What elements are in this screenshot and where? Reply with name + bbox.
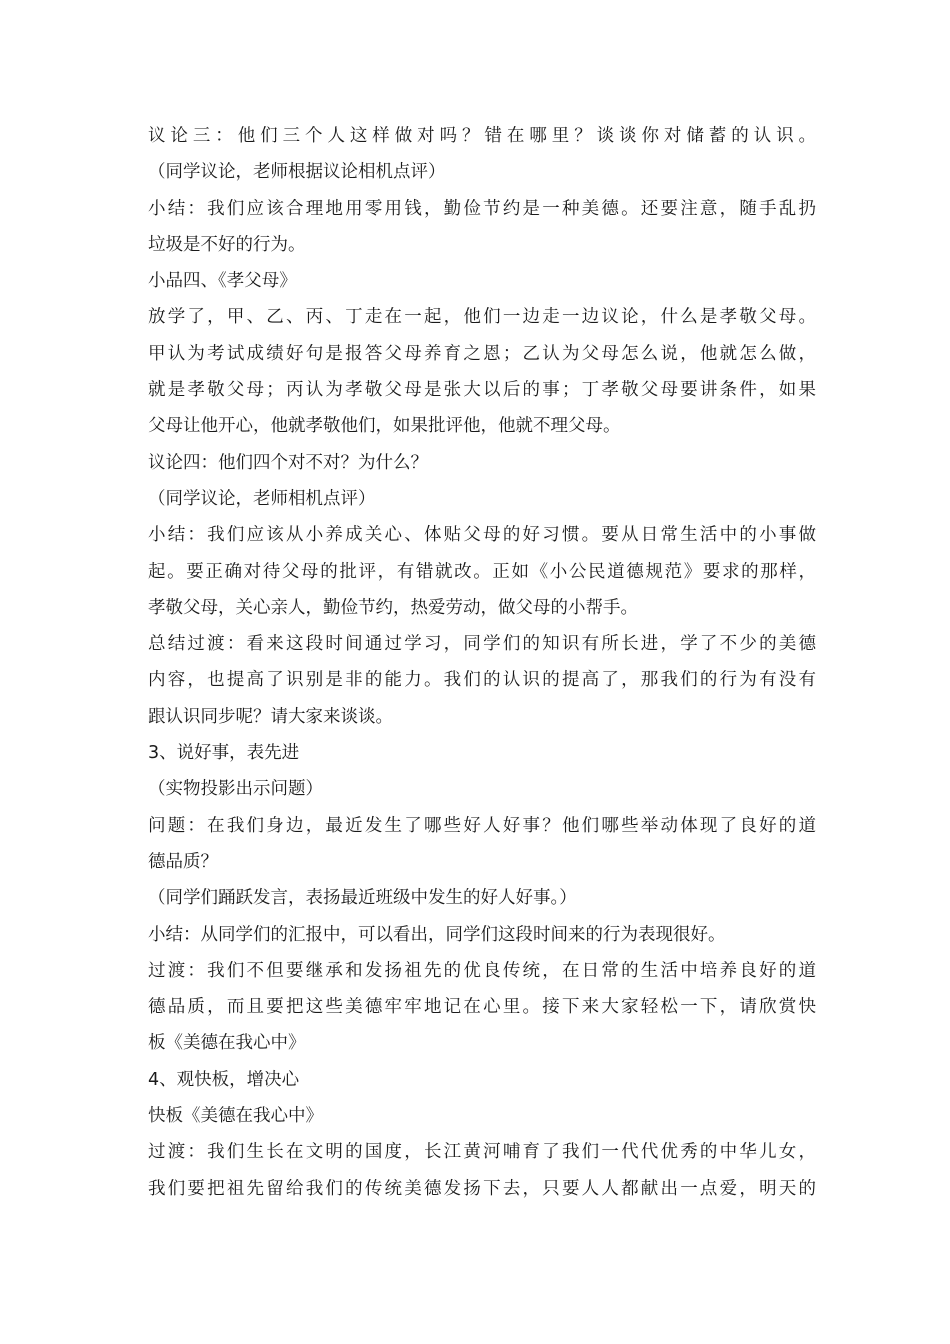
text-line: （同学议论，老师相机点评） [148,488,376,509]
text-line: 快板《美德在我心中》 [148,1106,323,1127]
text-line: （同学们踊跃发言，表扬最近班级中发生的好人好事。） [148,888,577,909]
text-line: 我们要把祖先留给我们的传统美德发扬下去，只要人人都献出一点爱，明天的 [148,1178,816,1199]
text-line: 内容，也提高了识别是非的能力。我们的认识的提高了，那我们的行为有没有 [148,670,816,691]
text-line: 德品质？ [148,851,218,872]
text-line: （实物投影出示问题） [148,779,323,800]
text-line: 放学了，甲、乙、丙、丁走在一起，他们一边走一边议论，什么是孝敬父母。 [148,307,816,328]
text-line: 起。要正确对待父母的批评，有错就改。正如《小公民道德规范》要求的那样， [148,561,816,582]
text-line: 总结过渡：看来这段时间通过学习，同学们的知识有所长进，学了不少的美德 [148,634,816,655]
text-line: 就是孝敬父母；丙认为孝敬父母是张大以后的事；丁孝敬父母要讲条件，如果 [148,380,816,401]
text-line: 孝敬父母，关心亲人，勤俭节约，热爱劳动，做父母的小帮手。 [148,597,638,618]
text-line: 小结：从同学们的汇报中，可以看出，同学们这段时间来的行为表现很好。 [148,924,726,945]
text-line: 德品质，而且要把这些美德牢牢地记在心里。接下来大家轻松一下，请欣赏快 [148,997,816,1018]
text-line: 小结：我们应该从小养成关心、体贴父母的好习惯。要从日常生活中的小事做 [148,525,816,546]
text-line: 甲认为考试成绩好句是报答父母养育之恩；乙认为父母怎么说，他就怎么做， [148,343,816,364]
text-line: 过渡：我们不但要继承和发扬祖先的优良传统，在日常的生活中培养良好的道 [148,960,816,981]
text-line: 垃圾是不好的行为。 [148,234,306,255]
text-line: 议论三：他们三个人这样做对吗？错在哪里？谈谈你对储蓄的认识。 [148,126,816,146]
text-line: 过渡：我们生长在文明的国度，长江黄河哺育了我们一代代优秀的中华儿女， [148,1142,816,1163]
document-body [148,118,816,1207]
text-line: 议论四：他们四个对不对？为什么？ [148,452,428,473]
section-heading: 3、说好事，表先进 [148,743,300,764]
text-line: 跟认识同步呢？请大家来谈谈。 [148,706,393,727]
text-line: 问题：在我们身边，最近发生了哪些好人好事？他们哪些举动体现了良好的道 [148,815,816,836]
section-heading: 小品四、《孝父母》 [148,271,297,292]
text-line: 板《美德在我心中》 [148,1033,306,1054]
text-line: 小结：我们应该合理地用零用钱，勤俭节约是一种美德。还要注意，随手乱扔 [148,198,816,219]
text-line: （同学议论，老师根据议论相机点评） [148,162,446,183]
text-line: 父母让他开心，他就孝敬他们，如果批评他，他就不理父母。 [148,416,621,437]
section-heading: 4、观快板，增决心 [148,1069,300,1090]
